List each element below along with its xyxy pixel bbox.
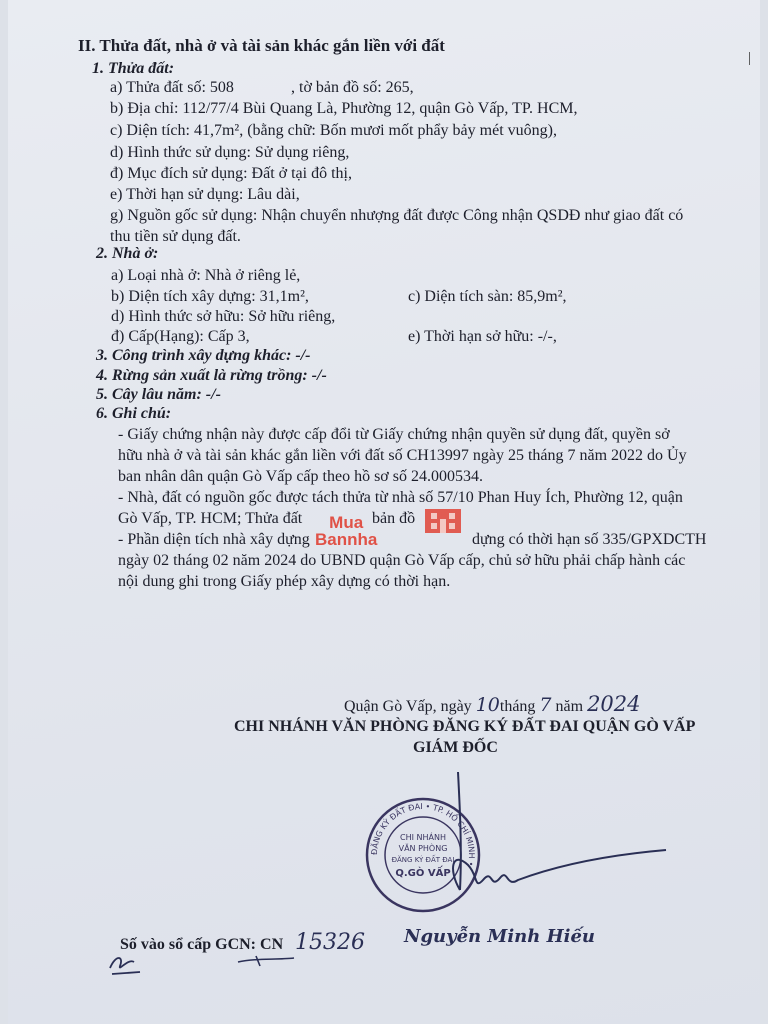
registry-underline — [236, 952, 296, 972]
perennial-trees: 5. Cây lâu năm: -/- — [96, 386, 221, 403]
land-origin-line2: thu tiền sử dụng đất. — [110, 228, 241, 245]
date-day: 10 — [475, 694, 500, 716]
registry-initials — [106, 948, 146, 978]
note-line-4: - Nhà, đất có nguồn gốc được tách thửa từ nhà số 57/10 Phan Huy Ích, Phường 12, quận — [118, 489, 683, 506]
production-forest: 4. Rừng sản xuất là rừng trồng: -/- — [96, 367, 327, 384]
date-month-word: tháng — [499, 698, 536, 715]
watermark-line-1: Mua — [329, 513, 364, 532]
watermark-logo — [315, 514, 377, 548]
note-line-5b: bản đồ — [372, 510, 416, 527]
stamp-line-3: ĐĂNG KÝ ĐẤT ĐAI — [391, 856, 455, 864]
note-line-6b: dựng có thời hạn số 335/GPXDCTH — [472, 531, 707, 548]
note-line-6a: - Phần diện tích nhà xây dựng — [118, 531, 310, 548]
date-year-word: năm — [555, 698, 584, 715]
note-line-3: ban nhân dân quận Gò Vấp cấp theo hồ sơ số 24.000534. — [118, 468, 483, 485]
date-year: 2024 — [587, 692, 641, 716]
note-line-1: - Giấy chứng nhận này được cấp đổi từ Giấy chứng nhận quyền sử dụng đất, quyền sở — [118, 426, 670, 443]
signer-name: Nguyễn Minh Hiếu — [404, 926, 595, 947]
land-usage-form: d) Hình thức sử dụng: Sử dụng riêng, — [110, 144, 350, 161]
director-signature — [438, 770, 668, 910]
date-month: 7 — [539, 694, 552, 716]
note-line-7: ngày 02 tháng 02 năm 2024 do UBND quận Gò Vấp cấp, chủ sở hữu phải chấp hành các — [118, 552, 686, 569]
watermark-house-icon — [423, 505, 463, 535]
house-grade: đ) Cấp(Hạng): Cấp 3, — [111, 328, 250, 345]
other-constructions: 3. Công trình xây dựng khác: -/- — [96, 347, 311, 364]
issue-date — [344, 694, 641, 717]
certificate-page — [8, 0, 760, 1024]
house-construction-area: b) Diện tích xây dựng: 31,1m², — [111, 288, 309, 305]
note-line-2: hữu nhà ở và tài sản khác gắn liền với đất số CH13997 ngày 25 tháng 7 năm 2022 do Ủy — [118, 447, 687, 464]
section-title: II. Thửa đất, nhà ở và tài sản khác gắn liền với đất — [78, 36, 445, 55]
land-address: b) Địa chỉ: 112/77/4 Bùi Quang Là, Phường 12, quận Gò Vấp, TP. HCM, — [110, 100, 578, 117]
issuing-office: CHI NHÁNH VĂN PHÒNG ĐĂNG KÝ ĐẤT ĐAI QUẬN GÒ VẤP — [234, 718, 696, 735]
director-title: GIÁM ĐỐC — [413, 739, 498, 756]
land-map-sheet: , tờ bản đồ số: 265, — [291, 79, 414, 96]
edge-mark: | — [748, 50, 752, 66]
land-usage-term: e) Thời hạn sử dụng: Lâu dài, — [110, 186, 300, 203]
stamp-line-2: VĂN PHÒNG — [398, 844, 448, 853]
house-type: a) Loại nhà ở: Nhà ở riêng lẻ, — [111, 267, 301, 284]
registry-label: Số vào sổ cấp GCN: CN — [120, 936, 284, 953]
stamp-line-4: Q.GÒ VẤP — [395, 868, 451, 879]
land-heading: 1. Thửa đất: — [92, 60, 175, 77]
land-origin-line1: g) Nguồn gốc sử dụng: Nhận chuyển nhượng đất được Công nhận QSDĐ như giao đất có — [110, 207, 684, 224]
notes-heading: 6. Ghi chú: — [96, 405, 172, 422]
house-ownership-form: d) Hình thức sở hữu: Sở hữu riêng, — [111, 308, 336, 325]
house-floor-area: c) Diện tích sàn: 85,9m², — [408, 288, 567, 305]
watermark-line-2: Bannha — [315, 530, 378, 549]
stamp-line-1: CHI NHÁNH — [400, 833, 446, 842]
note-line-8: nội dung ghi trong Giấy phép xây dựng có thời hạn. — [118, 573, 451, 590]
land-area: c) Diện tích: 41,7m², (bằng chữ: Bốn mươi mốt phẩy bảy mét vuông), — [110, 122, 557, 139]
registry-number: 15326 — [295, 930, 365, 955]
house-heading: 2. Nhà ở: — [96, 245, 159, 262]
house-ownership-term: e) Thời hạn sở hữu: -/-, — [408, 328, 557, 345]
date-prefix: Quận Gò Vấp, ngày — [344, 698, 472, 715]
land-usage-purpose: đ) Mục đích sử dụng: Đất ở tại đô thị, — [110, 165, 352, 182]
land-parcel-number: a) Thửa đất số: 508 — [110, 79, 234, 96]
note-line-5a: Gò Vấp, TP. HCM; Thửa đất — [118, 510, 303, 527]
stamp-ring-text: ĐĂNG KÝ ĐẤT ĐAI • TP. HỒ CHÍ MINH • — [369, 801, 477, 868]
